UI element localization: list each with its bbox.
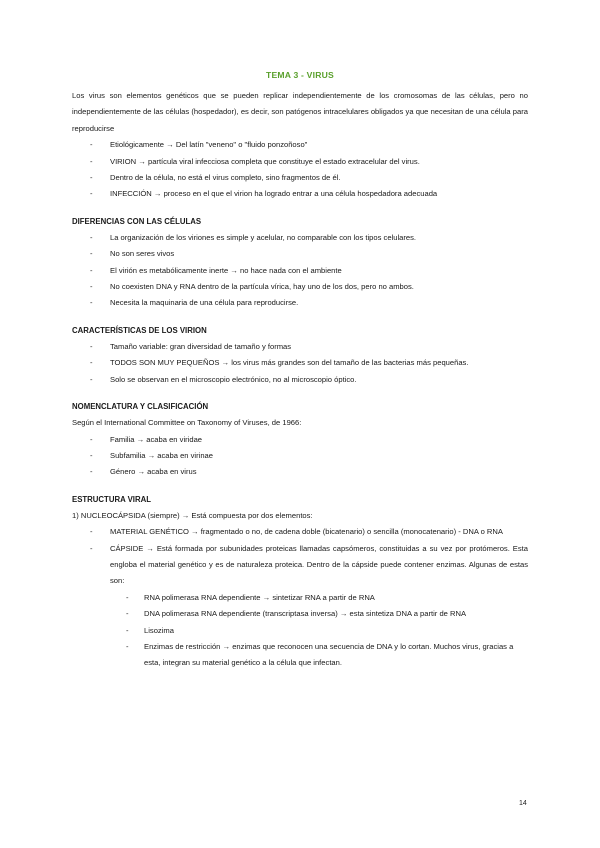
diferencias-list [72, 230, 528, 312]
list-item: - Subfamilia → acaba en virinae [72, 448, 528, 464]
section-heading-caracteristicas: CARACTERÍSTICAS DE LOS VIRION [72, 325, 207, 335]
sublist-item: - RNA polimerasa RNA dependiente → sintetizar RNA a partir de RNA [72, 590, 528, 606]
sublist-item: - DNA polimerasa RNA dependiente (transcriptasa inversa) → esta sintetiza DNA a partir de RNA [72, 606, 528, 622]
list-item: - Tamaño variable: gran diversidad de tamaño y formas [72, 339, 528, 355]
list-item: - El virión es metabólicamente inerte → no hace nada con el ambiente [72, 263, 528, 279]
section-heading-nomenclatura: NOMENCLATURA Y CLASIFICACIÓN [72, 402, 209, 412]
list-item: - INFECCIÓN → proceso en el que el virion ha logrado entrar a una célula hospedadora adecuada [72, 186, 528, 202]
section-heading-diferencias: DIFERENCIAS CON LAS CÉLULAS [72, 216, 202, 226]
list-item: - No coexisten DNA y RNA dentro de la partícula vírica, hay uno de los dos, pero no ambos. [72, 279, 528, 295]
sublist-item: - Enzimas de restricción → enzimas que reconocen una secuencia de DNA y lo cortan. Muchos virus, gracias a esta, integran su material genético a la célula que infectan. [72, 639, 528, 672]
nomenclatura-list [72, 432, 528, 481]
estructura-intro: 1) NUCLEOCÁPSIDA (siempre) → Está compuesta por dos elementos: [72, 510, 313, 520]
intro-paragraph: Los virus son elementos genéticos que se pueden replicar independientemente de los cromosomas de las células, pero no independientemente de las células (hospedador), es decir, son patógenos intracelulares obligados ya que necesitan de una célula para reproducirse [72, 91, 528, 133]
sublist-item: - Lisozima [72, 623, 528, 639]
intro-list [72, 137, 528, 203]
list-item: - Familia → acaba en viridae [72, 432, 528, 448]
estructura-list [72, 524, 528, 590]
enzimas-sublist [72, 590, 528, 672]
section-heading-estructura: ESTRUCTURA VIRAL [72, 494, 151, 504]
list-item: - TODOS SON MUY PEQUEÑOS → los virus más grandes son del tamaño de las bacterias más pequeñas. [72, 355, 528, 371]
nomenclatura-intro: Según el International Committee on Taxonomy of Viruses, de 1966: [72, 418, 302, 428]
document-page [72, 70, 528, 672]
list-item: - Género → acaba en virus [72, 464, 528, 480]
list-item: - La organización de los viriones es simple y acelular, no comparable con los tipos celulares. [72, 230, 528, 246]
list-item: - CÁPSIDE → Está formada por subunidades proteicas llamadas capsómeros, constituidas a su vez por protómeros. Esta engloba el material genético y es de naturaleza proteica. Dentro de la cápside puede contener enzimas. Algunas de estas son: [72, 541, 528, 590]
list-item: - Necesita la maquinaria de una célula para reproducirse. [72, 295, 528, 311]
list-item: - MATERIAL GENÉTICO → fragmentado o no, de cadena doble (bicatenario) o sencilla (monocatenario) - DNA o RNA [72, 524, 528, 540]
list-item: - No son seres vivos [72, 246, 528, 262]
caracteristicas-list [72, 339, 528, 388]
list-item: - Etiológicamente → Del latín "veneno" o "fluido ponzoñoso" [72, 137, 528, 153]
page-number: 14 [519, 800, 527, 807]
list-item: - VIRION → partícula viral infecciosa completa que constituye el estado extracelular del virus. [72, 154, 528, 170]
list-item: - Dentro de la célula, no está el virus completo, sino fragmentos de él. [72, 170, 528, 186]
list-item: - Solo se observan en el microscopio electrónico, no al microscopio óptico. [72, 372, 528, 388]
page-title: TEMA 3 - VIRUS [266, 70, 334, 80]
